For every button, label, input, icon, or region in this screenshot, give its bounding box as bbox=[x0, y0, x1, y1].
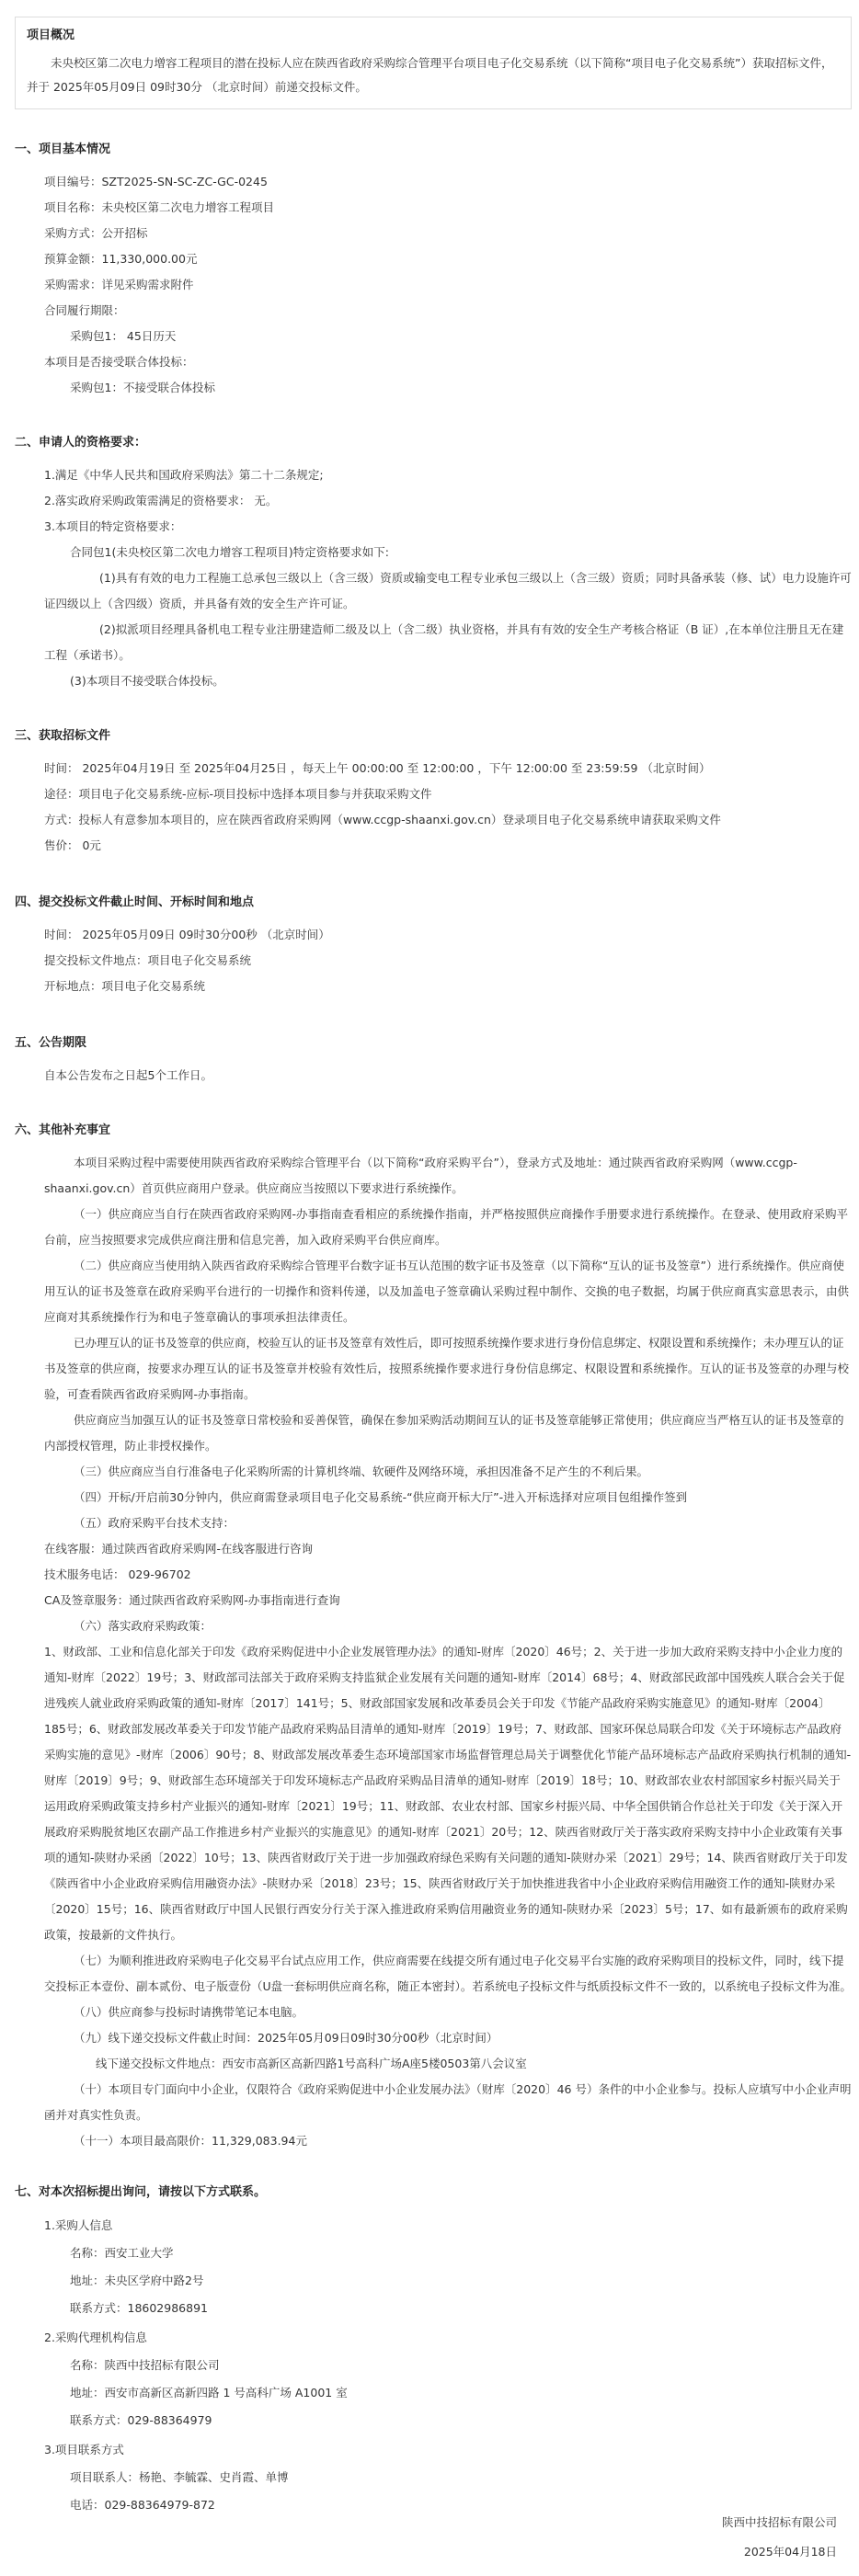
procurement-method: 采购方式：公开招标 bbox=[44, 226, 148, 240]
purchaser-address: 地址：未央区学府中路2号 bbox=[70, 2274, 204, 2287]
opening-location: 开标地点：项目电子化交易系统 bbox=[44, 979, 206, 993]
ca-service: CA及签章服务：通过陕西省政府采购网-办事指南进行查询 bbox=[44, 1593, 340, 1607]
procurement-demand: 采购需求：详见采购需求附件 bbox=[44, 278, 194, 291]
item-5: （五）政府采购平台技术支持： bbox=[74, 1516, 235, 1530]
item-3: （三）供应商应当自行准备电子化采购所需的计算机终端、软硬件及网络环境，承担因准备不足产生的不利后果。 bbox=[74, 1465, 649, 1478]
section-deadline bbox=[15, 892, 852, 999]
section-title: 二、申请人的资格要求： bbox=[15, 436, 147, 450]
project-phone: 电话：029-88364979-872 bbox=[70, 2498, 215, 2512]
item-9: （九）线下递交投标文件截止时间：2025年05月09日09时30分00秒（北京时间） bbox=[74, 2031, 498, 2045]
section-announcement-period bbox=[15, 1032, 852, 1089]
policy-list: 1、财政部、工业和信息化部关于印发《政府采购促进中小企业发展管理办法》的通知-财库〔2020〕46号；2、关于进一步加大政府采购支持中小企业力度的通知-财库〔2022〕19号；3、财政部司法部关于政府采购支持监狱企业发展有关问题的通知-财库〔2014〕68号；4、财政部民政部中国残疾人联合会关于促进残疾人就业政府采购政策的通知-财库〔2017〕141号；5、财政部国家发展和改革委员会关于印发《节能产品政府采购实施意见》的通知-财库〔2004〕185号；6、财政部发展改革委关于印发节能产品政府采购品目清单的通知-财库〔2019〕19号；7、财政部、国家环保总局联合印发《关于环境标志产品政府采购实施的意见》-财库〔2006〕90号；8、财政部发展改革委生态环境部国家市场监督管理总局关于调整优化节能产品环境标志产品政府采购执行机制的通知-财库〔2019〕9号；9、财政部生态环境部关于印发环境标志产品政府采购品目清单的通知-财库〔2019〕18号；10、财政部农业农村部国家乡村振兴局关于运用政府采购政策支持乡村产业振兴的通知-财库〔2021〕19号；11、财政部、农业农村部、国家乡村振兴局、中华全国供销合作总社关于印发《关于深入开展政府采购脱贫地区农副产品工作推进乡村产业振兴的实施意见》的通知-财库〔2021〕20号；12、陕西省财政厅关于落实政府采购支持中小企业政策有关事项的通知-陕财办采函〔2022〕10号；13、陕西省财政厅关于进一步加强政府绿色采购有关问题的通知-陕财办采〔2021〕29号；14、陕西省财政厅关于印发《陕西省中小企业政府采购信用融资办法》-陕财办采〔2018〕23号；15、陕西省财政厅关于加快推进我省中小企业政府采购信用融资工作的通知-陕财办采〔2020〕15号；16、陕西省财政厅中国人民银行西安分行关于深入推进政府采购信用融资业务的通知-陕财办采〔2023〕5号；17、如有最新颁布的政府采购政策，按最新的文件执行。 bbox=[44, 1645, 852, 1942]
item-11: （十一）本项目最高限价：11,329,083.94元 bbox=[74, 2134, 307, 2148]
item-1: （一）供应商应当自行在陕西省政府采购网-办事指南查看相应的系统操作指南，并严格按照供应商操作手册要求进行系统操作。在登录、使用政府采购平台前，应当按照要求完成供应商注册和信息完善，加入政府采购平台供应商库。 bbox=[44, 1207, 849, 1247]
project-name: 项目名称：未央校区第二次电力增容工程项目 bbox=[44, 200, 275, 214]
project-number: 项目编号：SZT2025-SN-SC-ZC-GC-0245 bbox=[44, 175, 268, 188]
section-basic-info bbox=[15, 139, 852, 401]
item-7: （七）为顺利推进政府采购电子化交易平台试点应用工作，供应商需要在线提交所有通过电子化交易平台实施的政府采购项目的投标文件，同时，线下提交投标正本壹份、副本贰份、电子版壹份（U盘一套标明供应商名称，随正本密封）。若系统电子投标文件与纸质投标文件不一致的，以系统电子投标文件为准。 bbox=[44, 1954, 852, 1993]
section-qualification bbox=[15, 432, 852, 694]
section-contacts bbox=[15, 2182, 852, 2519]
announcement-period-text: 自本公告发布之日起5个工作日。 bbox=[44, 1068, 212, 1082]
package-consortium: 采购包1：不接受联合体投标 bbox=[70, 381, 215, 394]
online-support: 在线客服：通过陕西省政府采购网-在线客服进行咨询 bbox=[44, 1542, 314, 1556]
agency-address: 地址：西安市高新区高新四路 1 号高科广场 A1001 室 bbox=[70, 2386, 348, 2399]
purchaser-info bbox=[15, 2212, 852, 2322]
section-other-matters bbox=[15, 1120, 852, 2154]
qualification-item: 1.满足《中华人民共和国政府采购法》第二十二条规定; bbox=[44, 468, 324, 482]
footer-organization: 陕西中技招标有限公司 bbox=[721, 2515, 837, 2529]
agency-name: 名称：陕西中技招标有限公司 bbox=[70, 2358, 220, 2372]
agency-info bbox=[15, 2324, 852, 2434]
section-title: 七、对本次招标提出询问，请按以下方式联系。 bbox=[15, 2185, 267, 2199]
submit-location: 提交投标文件地点：项目电子化交易系统 bbox=[44, 953, 252, 967]
item-2-custody: 供应商应当加强互认的证书及签章日常校验和妥善保管，确保在参加采购活动期间互认的证书及签章能够正常使用；供应商应当严格互认的证书及签章的内部授权管理，防止非授权操作。 bbox=[44, 1413, 844, 1453]
item-10: （十）本项目专门面向中小企业，仅限符合《政府采购促进中小企业发展办法》（财库〔2020〕46 号）条件的中小企业参与。投标人应填写中小企业声明函并对真实性负责。 bbox=[44, 2082, 852, 2122]
offline-location: 线下递交投标文件地点：西安市高新区高新四路1号高科广场A座5楼0503第八会议室 bbox=[96, 2057, 527, 2070]
section-title: 五、公告期限 bbox=[15, 1036, 87, 1050]
contact-group-title: 1.采购人信息 bbox=[44, 2218, 113, 2232]
section-obtain-documents bbox=[15, 725, 852, 859]
overview-title: 项目概况 bbox=[27, 28, 75, 42]
requirement-2: (2)拟派项目经理具备机电工程专业注册建造师二级及以上（含二级）执业资格，并具有有效的安全生产考核合格证（B 证）,在本单位注册且无在建工程（承诺书）。 bbox=[44, 622, 844, 662]
section-title: 六、其他补充事宜 bbox=[15, 1123, 111, 1137]
qualification-item: 3.本项目的特定资格要求： bbox=[44, 519, 182, 533]
platform-intro: 本项目采购过程中需要使用陕西省政府采购综合管理平台（以下简称“政府采购平台”），登录方式及地址：通过陕西省政府采购网（www.ccgp-shaanxi.gov.cn）首页供应商用户登录。供应商应当按照以下要求进行系统操作。 bbox=[44, 1156, 797, 1195]
section-title: 一、项目基本情况 bbox=[15, 142, 111, 156]
section-title: 四、提交投标文件截止时间、开标时间和地点 bbox=[15, 895, 255, 909]
obtain-way: 途径：项目电子化交易系统-应标-项目投标中选择本项目参与并获取采购文件 bbox=[44, 787, 432, 801]
contact-group-title: 3.项目联系方式 bbox=[44, 2443, 124, 2456]
qualification-item: 2.落实政府采购政策需满足的资格要求： 无。 bbox=[44, 494, 278, 507]
project-contacts: 项目联系人：杨艳、李毓霖、史肖霞、单博 bbox=[70, 2470, 289, 2484]
consortium-question: 本项目是否接受联合体投标： bbox=[44, 355, 194, 369]
overview-text: 未央校区第二次电力增容工程项目的潜在投标人应在陕西省政府采购综合管理平台项目电子化交易系统（以下简称“项目电子化交易系统”）获取招标文件，并于 2025年05月09日 09时30分 （北京时间）前递交投标文件。 bbox=[27, 56, 833, 94]
obtain-method: 方式：投标人有意参加本项目的，应在陕西省政府采购网（www.ccgp-shaanxi.gov.cn）登录项目电子化交易系统申请获取采购文件 bbox=[44, 813, 721, 826]
project-overview-box bbox=[15, 17, 852, 109]
item-8: （八）供应商参与投标时请携带笔记本电脑。 bbox=[74, 2005, 304, 2019]
budget-amount: 预算金额：11,330,000.00元 bbox=[44, 252, 198, 266]
purchaser-name: 名称：西安工业大学 bbox=[70, 2246, 174, 2260]
support-phone: 技术服务电话： 029-96702 bbox=[44, 1567, 191, 1581]
item-4: （四）开标/开启前30分钟内，供应商需登录项目电子化交易系统-“供应商开标大厅”-进入开标选择对应项目包组操作签到 bbox=[74, 1490, 688, 1504]
purchaser-phone: 联系方式：18602986891 bbox=[70, 2301, 208, 2315]
package-requirement-head: 合同包1(未央校区第二次电力增容工程项目)特定资格要求如下: bbox=[70, 545, 389, 559]
requirement-3: (3)本项目不接受联合体投标。 bbox=[70, 674, 224, 688]
obtain-price: 售价： 0元 bbox=[44, 838, 101, 852]
obtain-time: 时间： 2025年04月19日 至 2025年04月25日 ，每天上午 00:00:00 至 12:00:00 ，下午 12:00:00 至 23:59:59 （北京时间） bbox=[44, 761, 711, 775]
project-contact-info bbox=[15, 2436, 852, 2519]
item-2-cert: 已办理互认的证书及签章的供应商，校验互认的证书及签章有效性后，即可按照系统操作要求进行身份信息绑定、权限设置和系统操作；未办理互认的证书及签章的供应商，按要求办理互认的证书及签章并校验有效性后，按照系统操作要求进行身份信息绑定、权限设置和系统操作。互认的证书及签章的办理与校验，可查看陕西省政府采购网-办事指南。 bbox=[44, 1336, 850, 1401]
requirement-1: (1)具有有效的电力工程施工总承包三级以上（含三级）资质或输变电工程专业承包三级以上（含三级）资质；同时具备承装（修、试）电力设施许可证四级以上（含四级）资质，并具备有效的安全生产许可证。 bbox=[44, 571, 852, 610]
item-6: （六）落实政府采购政策： bbox=[74, 1619, 212, 1633]
contact-group-title: 2.采购代理机构信息 bbox=[44, 2331, 147, 2344]
section-title: 三、获取招标文件 bbox=[15, 729, 111, 743]
contract-term-label: 合同履行期限： bbox=[44, 303, 125, 317]
agency-phone: 联系方式：029-88364979 bbox=[70, 2413, 212, 2427]
footer-date: 2025年04月18日 bbox=[743, 2545, 837, 2559]
deadline-time: 时间： 2025年05月09日 09时30分00秒 （北京时间） bbox=[44, 928, 330, 941]
package-term: 采购包1： 45日历天 bbox=[70, 329, 177, 343]
item-2: （二）供应商应当使用纳入陕西省政府采购综合管理平台数字证书互认范围的数字证书及签章（以下简称“互认的证书及签章”）进行系统操作。供应商使用互认的证书及签章在政府采购平台进行的一切操作和资料传递，以及加盖电子签章确认采购过程中制作、交换的电子数据，均属于供应商真实意思表示，由供应商对其系统操作行为和电子签章确认的事项承担法律责任。 bbox=[44, 1259, 850, 1324]
